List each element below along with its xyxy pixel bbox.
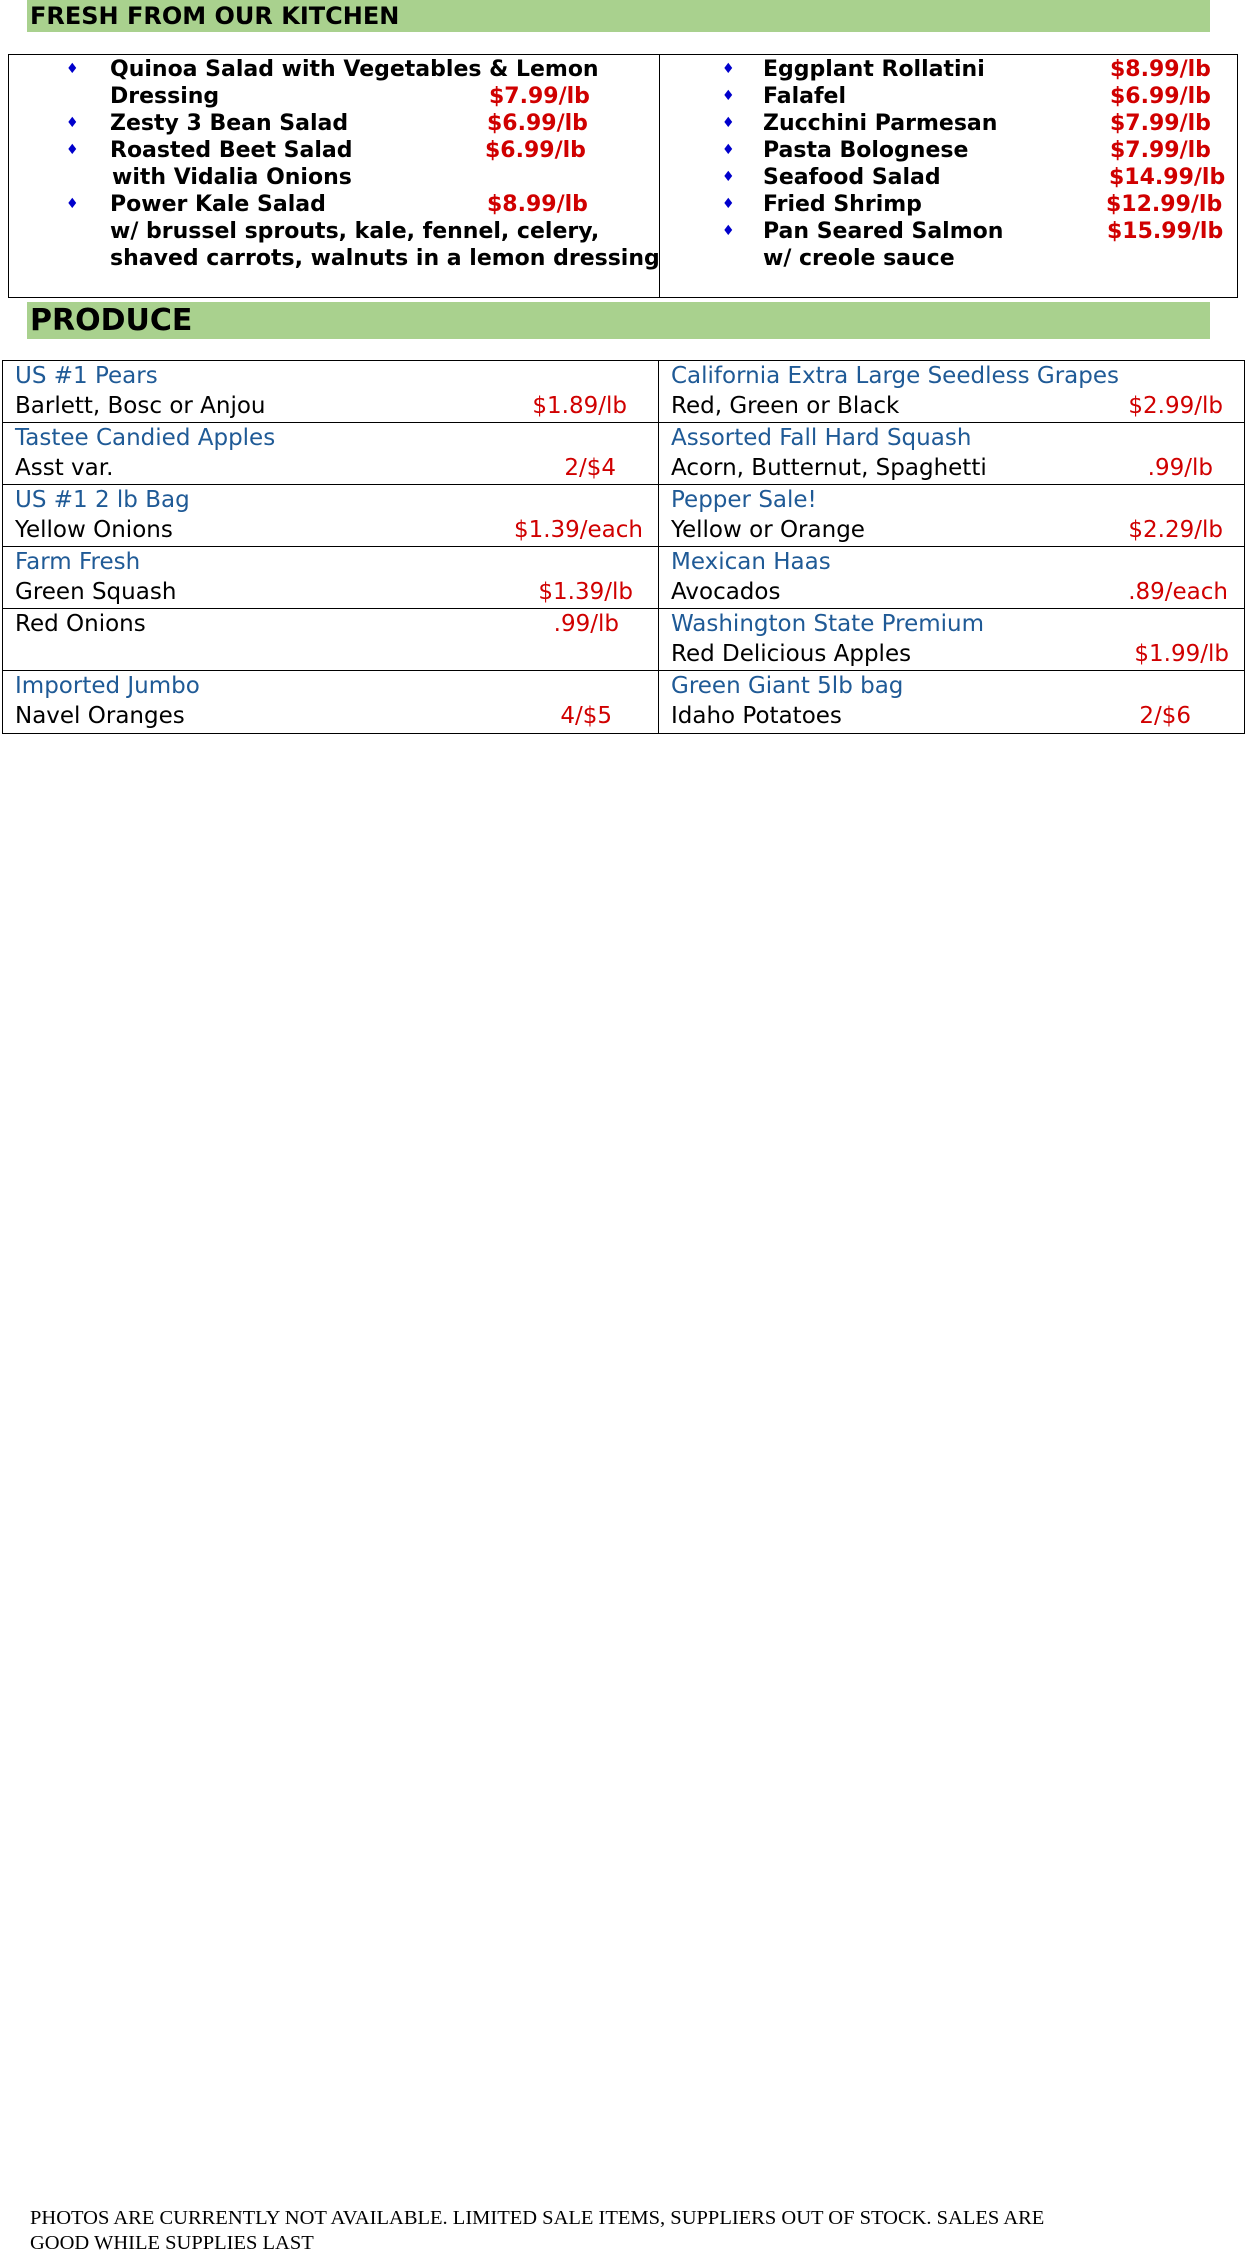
produce-price: $2.29/lb xyxy=(1128,517,1223,543)
bullet-icon: ♦ xyxy=(722,61,735,77)
produce-table xyxy=(2,360,1245,734)
kitchen-item-price: $14.99/lb xyxy=(1109,165,1226,190)
produce-price: $1.39/lb xyxy=(538,579,633,605)
table-row xyxy=(3,547,1244,609)
kitchen-item-name: Falafel xyxy=(763,84,847,109)
column-divider xyxy=(658,671,659,733)
kitchen-item-name: Pasta Bolognese xyxy=(763,138,969,163)
column-divider xyxy=(658,609,659,670)
bullet-icon: ♦ xyxy=(722,169,735,185)
bullet-icon: ♦ xyxy=(66,196,79,212)
produce-title: California Extra Large Seedless Grapes xyxy=(671,363,1119,389)
kitchen-item-price: $8.99/lb xyxy=(487,192,588,217)
produce-price: .89/each xyxy=(1128,579,1228,605)
kitchen-item-name: Pan Seared Salmon xyxy=(763,219,1004,244)
produce-price: $2.99/lb xyxy=(1128,393,1223,419)
kitchen-item-name: Fried Shrimp xyxy=(763,192,922,217)
produce-section-title: PRODUCE xyxy=(27,302,1210,339)
produce-title: US #1 Pears xyxy=(15,363,158,389)
produce-title: Mexican Haas xyxy=(671,549,831,575)
kitchen-item-price: $6.99/lb xyxy=(487,111,588,136)
kitchen-item-name: Zucchini Parmesan xyxy=(763,111,998,136)
produce-price: $1.39/each xyxy=(513,517,643,543)
produce-title: Pepper Sale! xyxy=(671,487,817,513)
produce-price: $1.89/lb xyxy=(532,393,627,419)
column-divider xyxy=(658,547,659,608)
bullet-icon: ♦ xyxy=(66,115,79,131)
produce-cell-left xyxy=(15,361,645,423)
produce-description: Yellow or Orange xyxy=(671,517,865,543)
kitchen-item-price: $6.99/lb xyxy=(1110,84,1211,109)
produce-cell-right xyxy=(671,361,1231,423)
footer-line: PHOTOS ARE CURRENTLY NOT AVAILABLE. LIMITED SALE ITEMS, SUPPLIERS OUT OF STOCK. SALES ARE xyxy=(30,2207,1045,2229)
produce-title: US #1 2 lb Bag xyxy=(15,487,190,513)
produce-cell-left xyxy=(15,609,645,671)
produce-cell-left xyxy=(15,547,645,609)
produce-price: .99/lb xyxy=(1147,455,1213,481)
kitchen-item-description: shaved carrots, walnuts in a lemon dressing xyxy=(110,246,660,271)
produce-description: Navel Oranges xyxy=(15,703,185,729)
produce-price: 4/$5 xyxy=(560,703,612,729)
table-row xyxy=(3,361,1244,423)
bullet-icon: ♦ xyxy=(722,223,735,239)
kitchen-item-description: w/ brussel sprouts, kale, fennel, celery, xyxy=(110,219,600,244)
bullet-icon: ♦ xyxy=(722,142,735,158)
produce-title: Imported Jumbo xyxy=(15,673,200,699)
kitchen-item-price: $7.99/lb xyxy=(1110,138,1211,163)
produce-description: Barlett, Bosc or Anjou xyxy=(15,393,266,419)
footer-notice xyxy=(30,2206,1210,2256)
produce-description: Idaho Potatoes xyxy=(671,703,842,729)
produce-cell-right xyxy=(671,609,1231,671)
kitchen-item-price: $12.99/lb xyxy=(1106,192,1223,217)
produce-title: Farm Fresh xyxy=(15,549,141,575)
produce-description: Avocados xyxy=(671,579,781,605)
produce-title: Green Giant 5lb bag xyxy=(671,673,904,699)
produce-cell-right xyxy=(671,671,1231,733)
produce-title: Assorted Fall Hard Squash xyxy=(671,425,972,451)
table-row xyxy=(3,423,1244,485)
kitchen-item-name: Eggplant Rollatini xyxy=(763,57,985,82)
kitchen-item-price: $6.99/lb xyxy=(485,138,586,163)
column-divider xyxy=(658,361,659,422)
table-row xyxy=(3,485,1244,547)
produce-cell-left xyxy=(15,423,645,485)
produce-cell-right xyxy=(671,485,1231,547)
column-divider xyxy=(658,485,659,546)
produce-price: $1.99/lb xyxy=(1134,641,1229,667)
kitchen-item-name: Seafood Salad xyxy=(763,165,941,190)
table-row xyxy=(3,671,1244,733)
kitchen-item-name: with Vidalia Onions xyxy=(112,165,352,190)
produce-description: Asst var. xyxy=(15,455,114,481)
produce-description: Yellow Onions xyxy=(15,517,173,543)
kitchen-item-price: $7.99/lb xyxy=(1110,111,1211,136)
kitchen-item-name: Zesty 3 Bean Salad xyxy=(110,111,349,136)
kitchen-item-price: $8.99/lb xyxy=(1110,57,1211,82)
footer-line: GOOD WHILE SUPPLIES LAST xyxy=(30,2232,314,2254)
produce-title: Tastee Candied Apples xyxy=(15,425,276,451)
bullet-icon: ♦ xyxy=(722,115,735,131)
kitchen-item-description: w/ creole sauce xyxy=(763,246,955,271)
kitchen-item-name: Power Kale Salad xyxy=(110,192,326,217)
column-divider xyxy=(658,423,659,484)
produce-cell-right xyxy=(671,547,1231,609)
table-row xyxy=(3,609,1244,671)
bullet-icon: ♦ xyxy=(66,61,79,77)
bullet-icon: ♦ xyxy=(722,196,735,212)
produce-description: Green Squash xyxy=(15,579,177,605)
kitchen-item-name: Dressing xyxy=(110,84,220,109)
produce-title: Washington State Premium xyxy=(671,611,985,637)
kitchen-item-price: $7.99/lb xyxy=(489,84,590,109)
kitchen-box xyxy=(8,54,1238,298)
kitchen-section-title: FRESH FROM OUR KITCHEN xyxy=(27,0,1210,32)
kitchen-item-name: Roasted Beet Salad xyxy=(110,138,353,163)
produce-description: Red Delicious Apples xyxy=(671,641,912,667)
produce-description: Red Onions xyxy=(15,611,146,637)
produce-price: 2/$6 xyxy=(1139,703,1191,729)
bullet-icon: ♦ xyxy=(66,142,79,158)
kitchen-item-name: Quinoa Salad with Vegetables & Lemon xyxy=(110,57,599,82)
produce-cell-left xyxy=(15,671,645,733)
bullet-icon: ♦ xyxy=(722,88,735,104)
kitchen-item-price: $15.99/lb xyxy=(1107,219,1224,244)
produce-description: Acorn, Butternut, Spaghetti xyxy=(671,455,987,481)
produce-cell-right xyxy=(671,423,1231,485)
produce-price: 2/$4 xyxy=(564,455,616,481)
produce-cell-left xyxy=(15,485,645,547)
produce-price: .99/lb xyxy=(553,611,619,637)
produce-description: Red, Green or Black xyxy=(671,393,900,419)
